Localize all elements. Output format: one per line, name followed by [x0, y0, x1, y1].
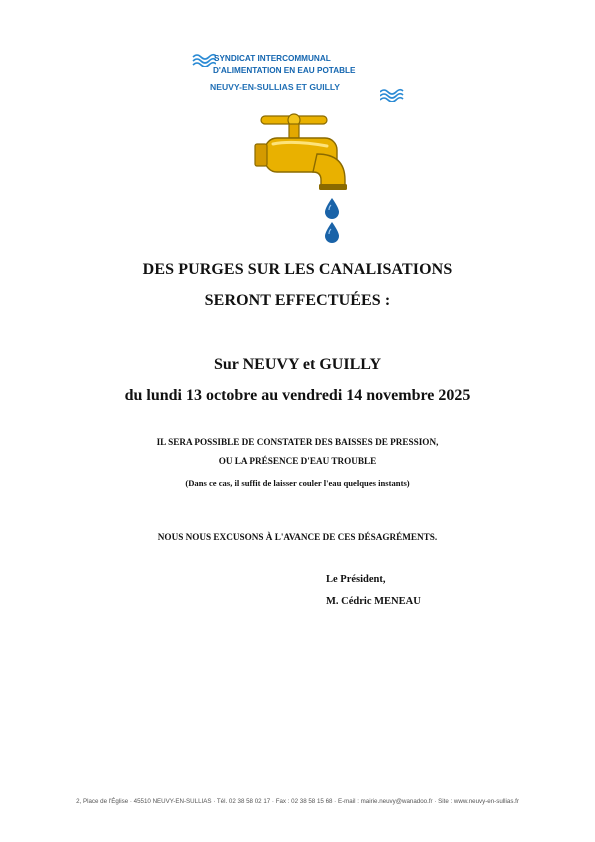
heading-line-1: DES PURGES SUR LES CANALISATIONS — [142, 261, 453, 278]
syndicate-logo — [192, 50, 407, 106]
notice-advice: (Dans ce cas, il suffit de laisser couler l'eau quelques instants) — [185, 478, 410, 488]
apology-line: NOUS NOUS EXCUSONS À L'AVANCE DE CES DÉSAGRÉMENTS. — [157, 532, 438, 542]
heading-line-2: SERONT EFFECTUÉES : — [204, 292, 391, 309]
wave-icon — [380, 88, 404, 102]
notice-line-2: OU LA PRÉSENCE D'EAU TROUBLE — [218, 456, 377, 466]
notice-line-1: IL SERA POSSIBLE DE CONSTATER DES BAISSES DE PRESSION, — [156, 437, 439, 447]
signature-role: Le Président, — [326, 574, 386, 585]
water-tap-icon — [253, 110, 353, 245]
logo-line-3: NEUVY-EN-SULLIAS ET GUILLY — [210, 82, 341, 92]
wave-icon — [192, 53, 216, 67]
location-line: Sur NEUVY et GUILLY — [214, 356, 381, 373]
logo-line-1: SYNDICAT INTERCOMMUNAL — [214, 54, 331, 63]
footer-contact: 2, Place de l'Église · 45510 NEUVY-EN-SULLIAS · Tél. 02 38 58 02 17 · Fax : 02 38 58 15 68 · E-mail : mairie.neuvy@wanadoo.fr · Site : www.neuvy-en-sullias.fr — [76, 798, 519, 805]
water-drop — [325, 198, 339, 219]
dates-line: du lundi 13 octobre au vendredi 14 novembre 2025 — [124, 387, 471, 404]
logo-line-2: D'ALIMENTATION EN EAU POTABLE — [213, 66, 356, 75]
water-drop — [325, 222, 339, 243]
signature-name: M. Cédric MENEAU — [326, 596, 421, 607]
